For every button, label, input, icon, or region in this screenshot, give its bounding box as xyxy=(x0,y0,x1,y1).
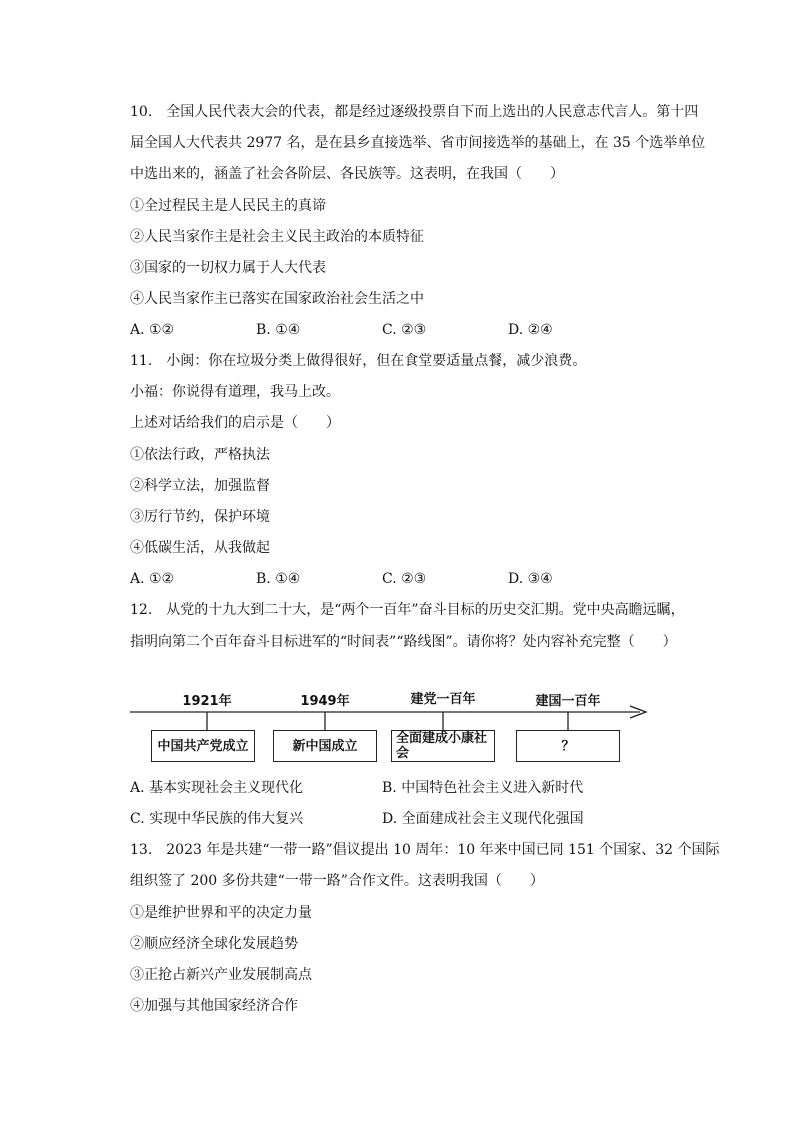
q12-option-b[interactable]: B. 中国特色社会主义进入新时代 xyxy=(382,780,584,796)
q12-option-c[interactable]: C. 实现中华民族的伟大复兴 xyxy=(130,811,304,827)
q13-stem-line-2: 组织签了 200 多份共建“一带一路”合作文件。这表明我国（ ） xyxy=(130,873,544,889)
q10-option-d[interactable]: D. ②④ xyxy=(508,322,553,338)
q12-stem-line-1: 12. 从党的十九大到二十大，是“两个一百年”奋斗目标的历史交汇期。党中央高瞻远瞩， xyxy=(130,602,685,618)
q11-option-c[interactable]: C. ②③ xyxy=(382,571,427,587)
q10-stem-line-1: 10. 全国人民代表大会的代表，都是经过逐级投票自下而上选出的人民意志代言人。第十四 xyxy=(130,104,699,120)
q13-stem-line-1: 13. 2023 年是共建“一带一路”倡议提出 10 周年：10 年来中国已同 151 个国家、32 个国际 xyxy=(130,842,720,858)
q11-option-b[interactable]: B. ①④ xyxy=(256,571,301,587)
q10-stem-line-2: 届全国人大代表共 2977 名，是在县乡直接选举、省市间接选举的基础上，在 35 个选举单位 xyxy=(130,135,706,151)
q10-option-c[interactable]: C. ②③ xyxy=(382,322,427,338)
q13-statement-2: ②顺应经济全球化发展趋势 xyxy=(130,936,298,952)
timeline-year-prc-centenary: 建国一百年 xyxy=(535,694,601,709)
q12-timeline-diagram xyxy=(128,690,658,770)
q10-statement-2: ②人民当家作主是社会主义民主政治的本质特征 xyxy=(130,229,424,245)
q12-option-a[interactable]: A. 基本实现社会主义现代化 xyxy=(130,780,304,796)
q10-stem-line-3: 中选出来的，涵盖了社会各阶层、各民族等。这表明，在我国（ ） xyxy=(130,166,564,182)
q10-option-a[interactable]: A. ①② xyxy=(130,322,175,338)
q13-statement-3: ③正抢占新兴产业发展制高点 xyxy=(130,967,312,983)
timeline-year-1949: 1949年 xyxy=(300,694,350,709)
q10-option-b[interactable]: B. ①④ xyxy=(256,322,301,338)
q11-stem-line-1: 11. 小闽：你在垃圾分类上做得很好，但在食堂要适量点餐，减少浪费。 xyxy=(130,353,587,369)
q11-statement-2: ②科学立法，加强监督 xyxy=(130,478,270,494)
q12-option-d[interactable]: D. 全面建成社会主义现代化强国 xyxy=(382,811,584,827)
q11-statement-3: ③厉行节约，保护环境 xyxy=(130,509,270,525)
q11-statement-1: ①依法行政，严格执法 xyxy=(130,447,270,463)
q12-stem-line-2: 指明向第二个百年奋斗目标进军的“时间表”“路线图”。请你将？处内容补充完整（ ） xyxy=(130,634,677,650)
timeline-event-cpc-founded: 中国共产党成立 xyxy=(151,730,255,762)
q10-statement-1: ①全过程民主是人民民主的真谛 xyxy=(130,198,326,214)
timeline-event-prc-founded: 新中国成立 xyxy=(273,730,377,762)
timeline-year-party-centenary: 建党一百年 xyxy=(410,692,476,707)
q11-option-d[interactable]: D. ③④ xyxy=(508,571,553,587)
timeline-event-moderately-prosperous: 全面建成小康社会 xyxy=(391,730,495,762)
q11-statement-4: ④低碳生活，从我做起 xyxy=(130,540,270,556)
timeline-year-1921: 1921年 xyxy=(182,694,232,709)
q11-option-a[interactable]: A. ①② xyxy=(130,571,175,587)
q11-stem-line-2: 小福：你说得有道理，我马上改。 xyxy=(130,384,340,400)
q13-statement-4: ④加强与其他国家经济合作 xyxy=(130,998,298,1014)
q10-statement-4: ④人民当家作主已落实在国家政治社会生活之中 xyxy=(130,291,424,307)
q13-statement-1: ①是维护世界和平的决定力量 xyxy=(130,905,312,921)
timeline-event-unknown: ？ xyxy=(516,730,620,762)
q11-stem-line-3: 上述对话给我们的启示是（ ） xyxy=(130,415,340,431)
q10-statement-3: ③国家的一切权力属于人大代表 xyxy=(130,260,326,276)
